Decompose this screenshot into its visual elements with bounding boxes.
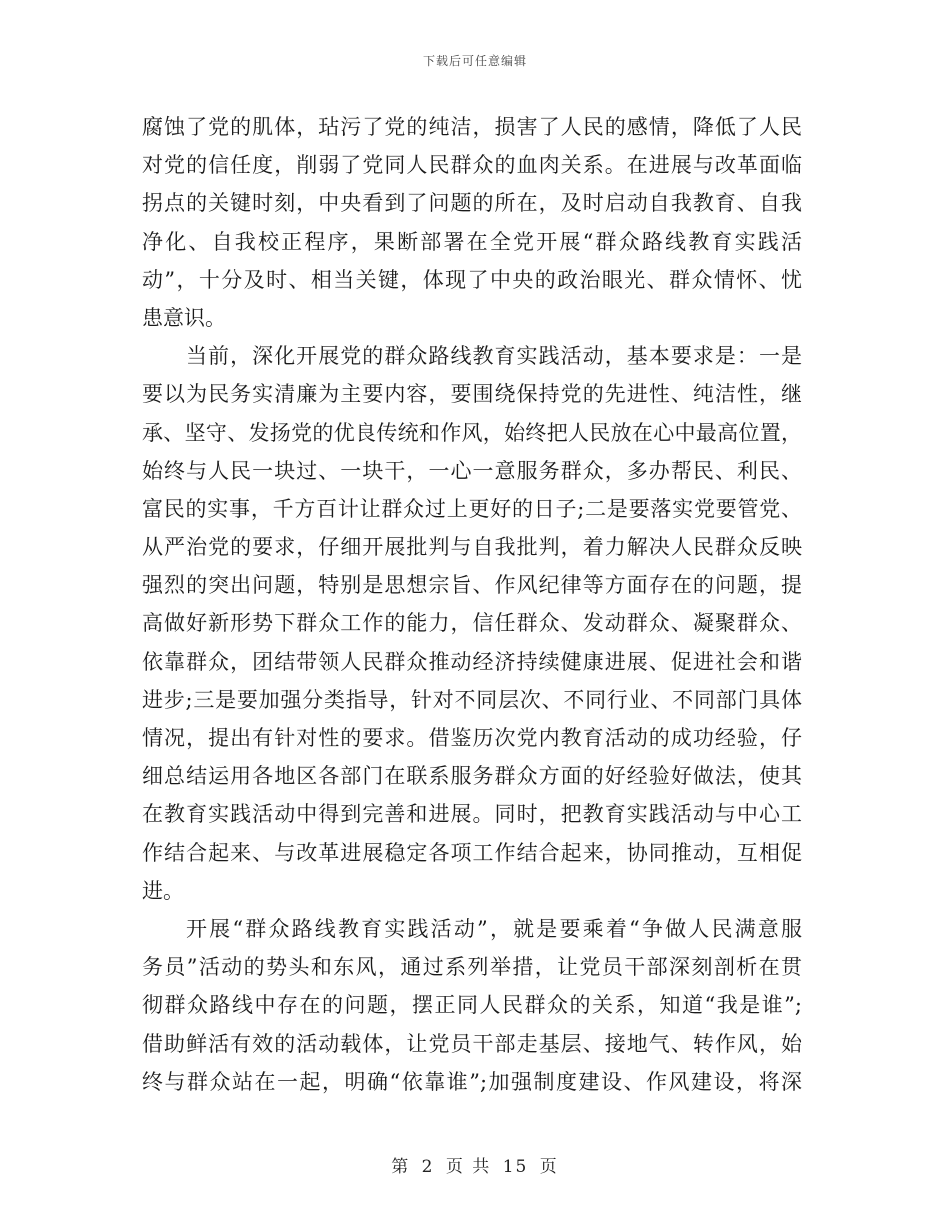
- text-line: 细总结运用各地区各部门在联系服务群众方面的好经验好做法，使其: [142, 764, 802, 789]
- text-line: 借助鲜活有效的活动载体，让党员干部走基层、接地气、转作风，始: [142, 1031, 802, 1056]
- text-line: 高做好新形势下群众工作的能力，信任群众、发动群众、凝聚群众、: [142, 611, 802, 636]
- text-line: 在教育实践活动中得到完善和进展。同时，把教育实践活动与中心工: [142, 802, 802, 827]
- text-line: 富民的实事，千方百计让群众过上更好的日子;二是要落实党要管党、: [142, 496, 802, 521]
- text-line: 依靠群众，团结带领人民群众推动经济持续健康进展、促进社会和谐: [142, 649, 802, 674]
- text-line: 要以为民务实清廉为主要内容，要围绕保持党的先进性、纯洁性，继: [142, 382, 802, 407]
- paragraph-first-line: 当前，深化开展党的群众路线教育实践活动，基本要求是：一是: [186, 344, 802, 369]
- header-note: 下载后可任意编辑: [422, 54, 527, 68]
- total-pages-number: 15: [502, 1157, 529, 1177]
- text-line: 进步;三是要加强分类指导，针对不同层次、不同行业、不同部门具体: [142, 687, 802, 712]
- page-footer: [0, 1152, 950, 1177]
- text-line: 腐蚀了党的肌体，玷污了党的纯洁，损害了人民的感情，降低了人民: [142, 115, 802, 139]
- paragraph-first-line: 开展“群众路线教育实践活动”，就是要乘着“争做人民满意服: [186, 916, 802, 941]
- text-line: 动”，十分及时、相当关键，体现了中央的政治眼光、群众情怀、忧: [142, 267, 802, 292]
- text-line: 终与群众站在一起，明确“依靠谁”;加强制度建设、作风建设，将深: [142, 1069, 802, 1094]
- text-line: 对党的信任度，削弱了党同人民群众的血肉关系。在进展与改革面临: [142, 153, 802, 178]
- text-line: 承、坚守、发扬党的优良传统和作风，始终把人民放在心中最高位置，: [142, 420, 802, 445]
- footer-suffix: 页: [539, 1157, 559, 1177]
- text-line: 情况，提出有针对性的要求。借鉴历次党内教育活动的成功经验，仔: [142, 726, 802, 750]
- footer-prefix: 第: [391, 1157, 411, 1177]
- text-line: 彻群众路线中存在的问题，摆正同人民群众的关系，知道“我是谁”;: [142, 993, 802, 1018]
- text-line: 患意识。: [142, 305, 226, 330]
- text-line: 强烈的突出问题，特别是思想宗旨、作风纪律等方面存在的问题，提: [142, 573, 802, 598]
- body-text: [142, 108, 802, 1101]
- text-line: 始终与人民一块过、一块干，一心一意服务群众，多办帮民、利民、: [142, 458, 802, 483]
- current-page-number: 2: [421, 1157, 435, 1177]
- text-line: 务员”活动的势头和东风，通过系列举措，让党员干部深刻剖析在贯: [142, 955, 802, 980]
- text-line: 作结合起来、与改革进展稳定各项工作结合起来，协同推动，互相促: [142, 840, 802, 865]
- text-line: 进。: [142, 878, 184, 903]
- text-line: 拐点的关键时刻，中央看到了问题的所在，及时启动自我教育、自我: [142, 191, 802, 216]
- text-line: 净化、自我校正程序，果断部署在全党开展“群众路线教育实践活: [142, 229, 802, 254]
- footer-middle: 页 共: [445, 1157, 492, 1177]
- text-line: 从严治党的要求，仔细开展批判与自我批判，着力解决人民群众反映: [142, 535, 802, 560]
